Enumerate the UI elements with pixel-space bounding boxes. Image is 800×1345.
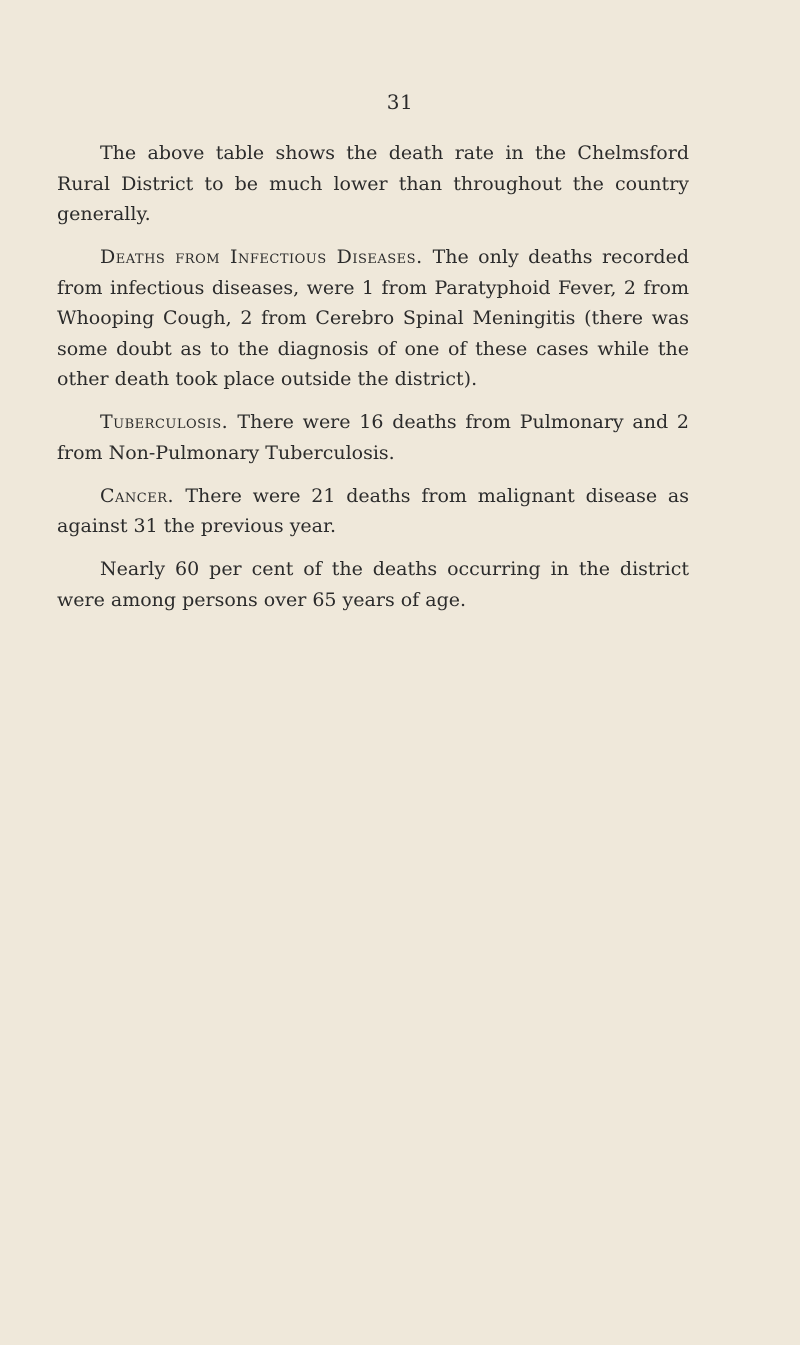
paragraph-text: There were 21 deaths from malignant disease as against 31 the previous year. (57, 484, 689, 537)
paragraph-infectious-diseases (57, 242, 689, 395)
paragraph-tuberculosis (57, 407, 689, 468)
paragraph-text: The only deaths recorded from infectious diseases, were 1 from Paratyphoid Fever, 2 from Whooping Cough, 2 from Cerebro Spinal Meningitis (there was some doubt as to the diagnosis of one of these cases while the other death took place outside the district). (57, 246, 689, 390)
paragraph-text: Nearly 60 per cent of the deaths occurring in the district were among persons over 65 years of age. (57, 558, 689, 611)
paragraph-text: There were 16 deaths from Pulmonary and 2 from Non-Pulmonary Tuberculosis. (57, 411, 689, 464)
section-heading-tuberculosis: Tuberculosis. (100, 411, 238, 433)
paragraph-age-statistics (57, 554, 689, 615)
paragraph-death-rate (57, 138, 689, 230)
section-heading-infectious-diseases: Deaths from Infectious Diseases. (100, 246, 433, 268)
paragraph-text: The above table shows the death rate in the Chelmsford Rural District to be much lower than throughout the country generally. (57, 142, 689, 225)
section-heading-cancer: Cancer. (100, 484, 186, 507)
page-number: 31 (386, 90, 414, 114)
paragraph-cancer (57, 481, 689, 542)
body-text (57, 138, 689, 628)
